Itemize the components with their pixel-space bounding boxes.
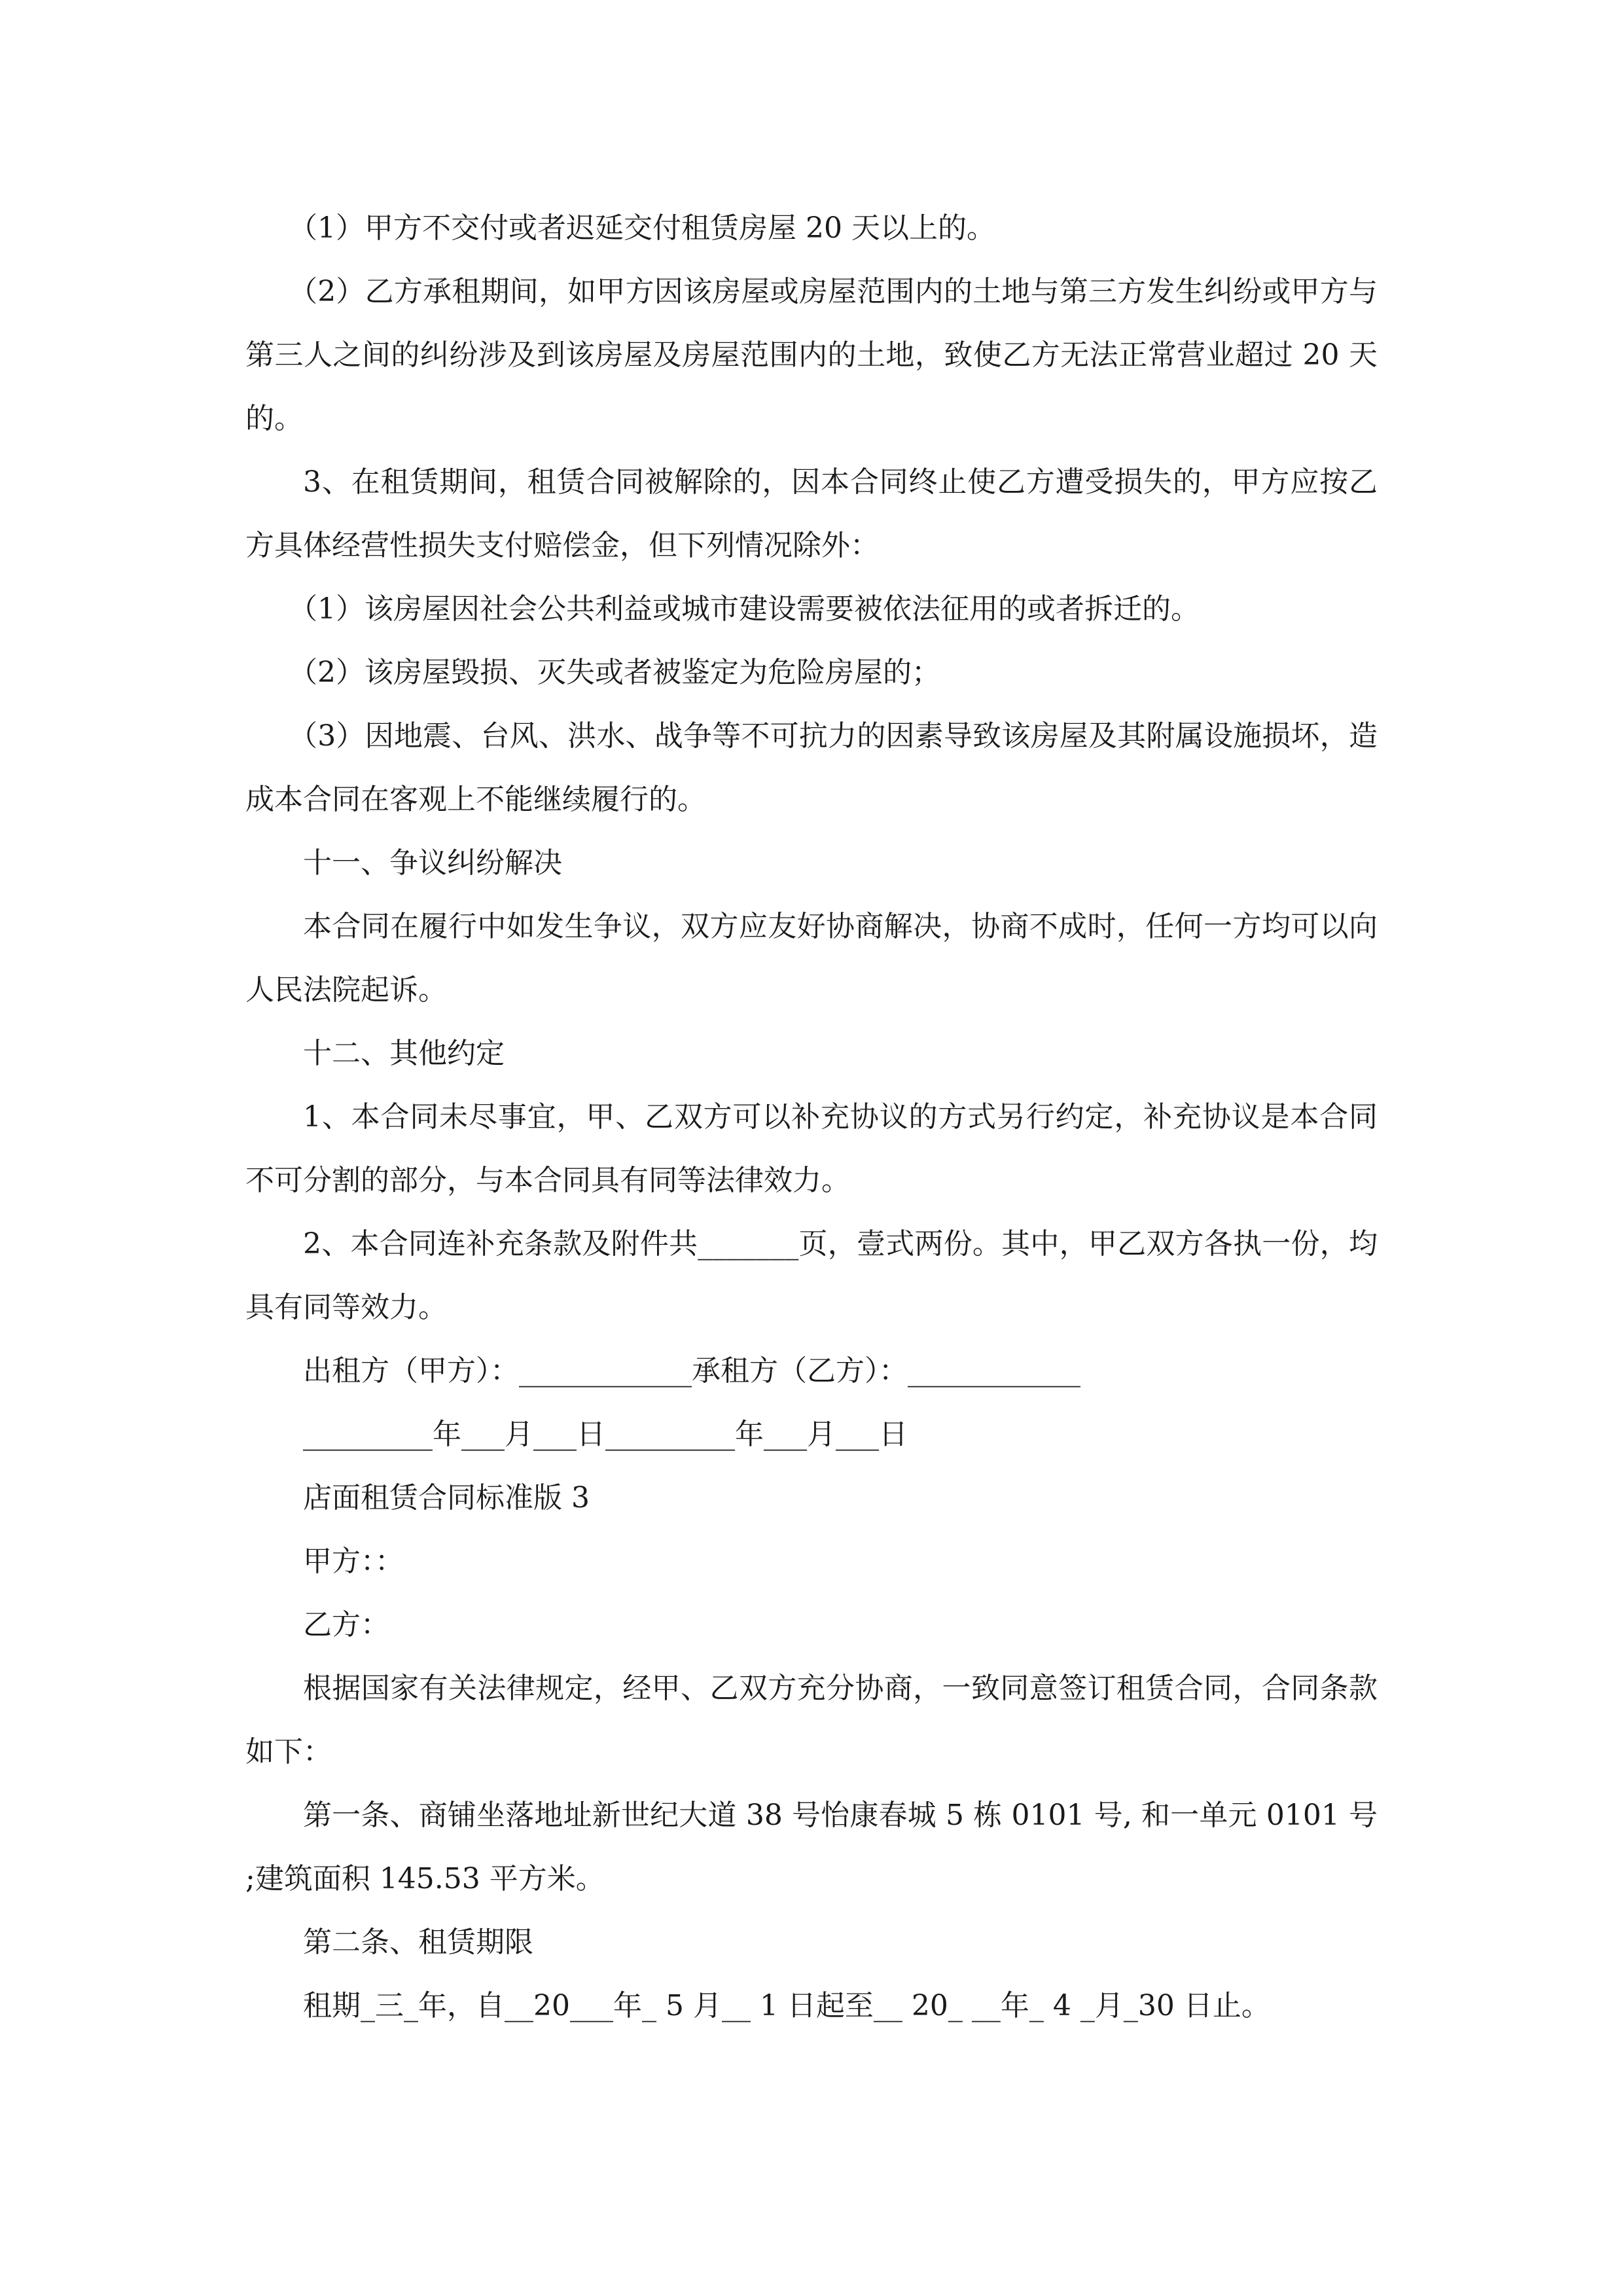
article-2-term: 租期_三_年，自__20___年_ 5 月__ 1 日起至__ 20_ __年_ 4 _月_30 日止。 bbox=[303, 1989, 1270, 2022]
paragraph-dispute: 本合同在履行中如发生争议，双方应友好协商解决，协商不成时，任何一方均可以向人民法院起诉。 bbox=[245, 910, 1378, 1007]
signature-line: 出租方（甲方）：____________承租方（乙方）：____________ bbox=[303, 1354, 1080, 1388]
section-heading-dispute: 十一、争议纠纷解决 bbox=[303, 846, 562, 880]
party-a-line: 甲方：： bbox=[303, 1545, 404, 1578]
document-body bbox=[245, 196, 1378, 2037]
article-2-heading: 第二条、租赁期限 bbox=[303, 1926, 533, 1959]
article-1: 第一条、商铺坐落地址新世纪大道 38 号怡康春城 5 栋 0101 号, 和一单元 0101 号 ;建筑面积 145.53 平方米。 bbox=[245, 1799, 1378, 1895]
paragraph-exception-1: （1）该房屋因社会公共利益或城市建设需要被依法征用的或者拆迁的。 bbox=[289, 592, 1200, 626]
paragraph-exception-3: （3）因地震、台风、洪水、战争等不可抗力的因素导致该房屋及其附属设施损坏，造成本合同在客观上不能继续履行的。 bbox=[245, 719, 1378, 816]
paragraph-clause-1: （1）甲方不交付或者迟延交付租赁房屋 20 天以上的。 bbox=[289, 211, 995, 245]
paragraph-termination-compensation: 3、在租赁期间，租赁合同被解除的，因本合同终止使乙方遭受损失的，甲方应按乙方具体经营性损失支付赔偿金，但下列情况除外： bbox=[245, 465, 1378, 562]
date-line: _________年___月___日_________年___月___日 bbox=[303, 1418, 908, 1451]
paragraph-clause-2: （2）乙方承租期间，如甲方因该房屋或房屋范围内的土地与第三方发生纠纷或甲方与第三人之间的纠纷涉及到该房屋及房屋范围内的土地，致使乙方无法正常营业超过 20 天的。 bbox=[245, 275, 1378, 435]
paragraph-exception-2: （2）该房屋毁损、灭失或者被鉴定为危险房屋的； bbox=[289, 656, 940, 689]
contract-title-3: 店面租赁合同标准版 3 bbox=[303, 1481, 590, 1515]
paragraph-other-1: 1、本合同未尽事宜，甲、乙双方可以补充协议的方式另行约定，补充协议是本合同不可分割的部分，与本合同具有同等法律效力。 bbox=[245, 1100, 1378, 1197]
paragraph-other-2: 2、本合同连补充条款及附件共_______页，壹式两份。其中，甲乙双方各执一份，均具有同等效力。 bbox=[245, 1227, 1378, 1324]
section-heading-other: 十二、其他约定 bbox=[303, 1037, 505, 1070]
party-b-line: 乙方： bbox=[303, 1608, 389, 1641]
paragraph-preamble: 根据国家有关法律规定，经甲、乙双方充分协商，一致同意签订租赁合同，合同条款如下： bbox=[245, 1672, 1378, 1768]
